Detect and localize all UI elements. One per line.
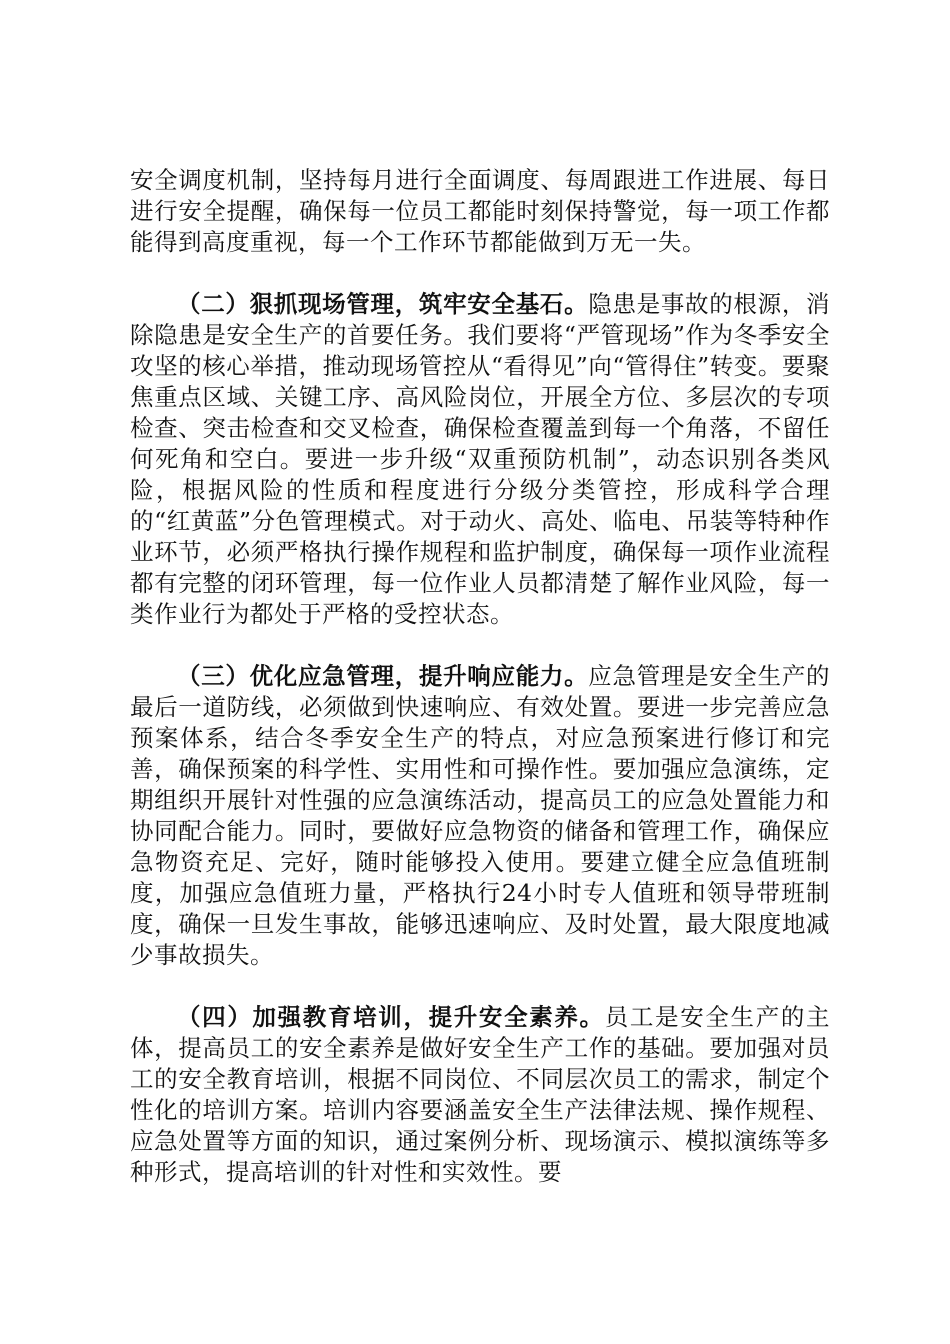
paragraph-site-management [130,289,830,630]
paragraph-continuation [130,165,830,258]
paragraph-text: 安全调度机制，坚持每月进行全面调度、每周跟进工作进展、每日进行安全提醒，确保每一位员工都能时刻保持警觉，每一项工作都能得到高度重视，每一个工作环节都能做到万无一失。 [130,166,830,256]
section-heading: （四）加强教育培训，提升安全素养。 [177,1003,605,1031]
paragraph-education-training [130,1002,830,1188]
paragraph-text: 隐患是事故的根源，消除隐患是安全生产的首要任务。我们要将“严管现场”作为冬季安全攻坚的核心举措，推动现场管控从“看得见”向“管得住”转变。要聚焦重点区域、关键工序、高风险岗位，开展全方位、多层次的专项检查、突击检查和交叉检查，确保检查覆盖到每一个角落，不留任何死角和空白。要进一步升级“双重预防机制”，动态识别各类风险，根据风险的性质和程度进行分级分类管控，形成科学合理的“红黄蓝”分色管理模式。对于动火、高处、临电、吊装等特种作业环节，必须严格执行操作规程和监护制度，确保每一项作业流程都有完整的闭环管理，每一位作业人员都清楚了解作业风险，每一类作业行为都处于严格的受控状态。 [130,290,831,628]
paragraph-text: 员工是安全生产的主体，提高员工的安全素养是做好安全生产工作的基础。要加强对员工的安全教育培训，根据不同岗位、不同层次员工的需求，制定个性化的培训方案。培训内容要涵盖安全生产法律法规、操作规程、应急处置等方面的知识，通过案例分析、现场演示、模拟演练等多种形式，提高培训的针对性和实效性。要 [130,1003,831,1186]
section-heading: （二）狠抓现场管理，筑牢安全基石。 [177,290,589,318]
section-heading: （三）优化应急管理，提升响应能力。 [177,662,589,690]
paragraph-emergency-management [130,661,830,971]
paragraph-text: 应急管理是安全生产的最后一道防线，必须做到快速响应、有效处置。要进一步完善应急预案体系，结合冬季安全生产的特点，对应急预案进行修订和完善，确保预案的科学性、实用性和可操作性。要加强应急演练，定期组织开展针对性强的应急演练活动，提高员工的应急处置能力和协同配合能力。同时，要做好应急物资的储备和管理工作，确保应急物资充足、完好，随时能够投入使用。要建立健全应急值班制度，加强应急值班力量，严格执行24小时专人值班和领导带班制度，确保一旦发生事故，能够迅速响应、及时处置，最大限度地减少事故损失。 [130,662,831,969]
document-body [130,165,830,1219]
